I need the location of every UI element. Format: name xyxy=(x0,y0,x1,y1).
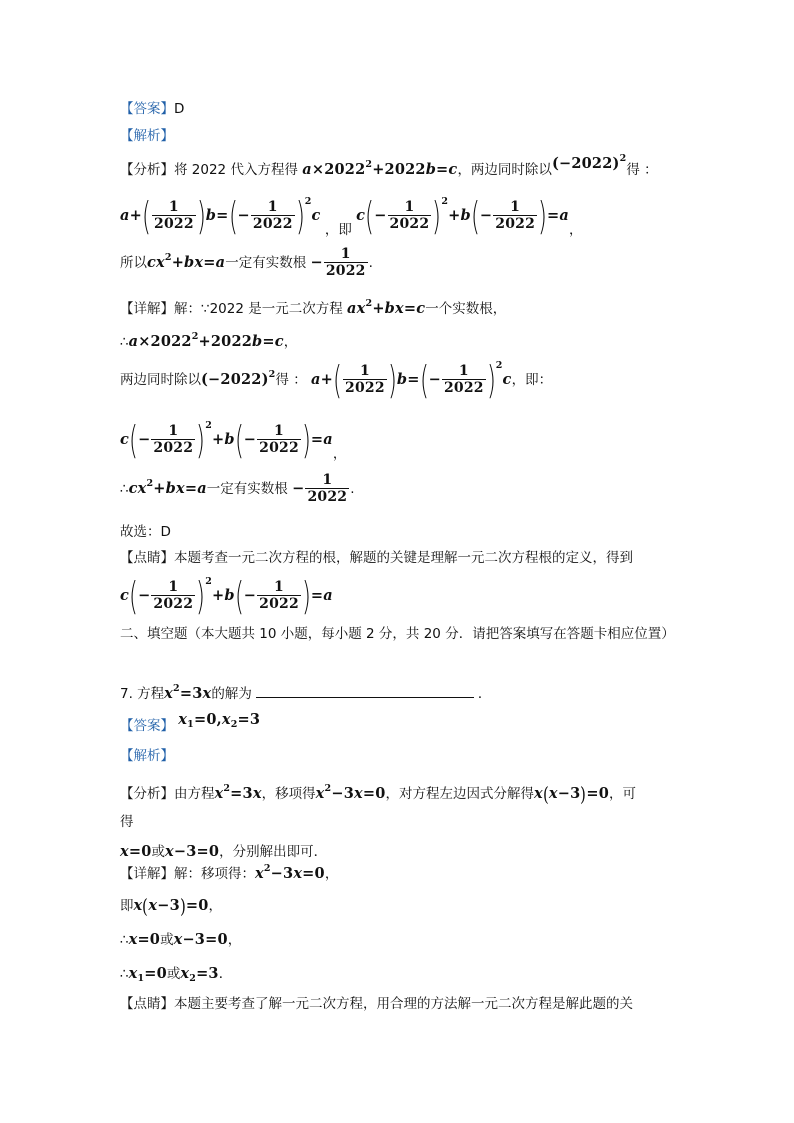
text: 或 xyxy=(160,932,174,948)
text: 或 xyxy=(166,966,181,982)
fenxi-label: 【分析】 xyxy=(120,162,174,178)
text: 本题考查一元二次方程的根，解题的关键是理解一元二次方程根的定义，得到 xyxy=(174,550,633,566)
q7-fenxi-line3 xyxy=(120,840,327,860)
xiangjie-label: 【详解】 xyxy=(120,301,174,317)
therefore-symbol: ∴ xyxy=(120,334,129,350)
xiangjie-label: 【详解】 xyxy=(120,866,174,882)
formula: $(-2022)^2$ xyxy=(551,153,627,172)
dianjing-label: 【点睛】 xyxy=(120,550,174,566)
text: ， xyxy=(324,866,339,882)
text: 7. 方程 xyxy=(120,686,165,702)
text: ． xyxy=(477,686,492,702)
formula: x=0 xyxy=(128,931,161,948)
q6-dianjing-formula xyxy=(120,574,333,618)
text: . xyxy=(368,255,373,271)
formula: $a\times 2022^2+2022b=c$ xyxy=(302,159,458,178)
formula: c(− $\frac{1}{2022}$ )$^2$+b(− $\frac{1}{2022}$ )=a xyxy=(120,574,333,618)
text: ， xyxy=(569,222,583,238)
q7-analysis-label: 【解析】 xyxy=(120,748,174,764)
text: 的解为 xyxy=(211,686,252,702)
formula: x(x−3)=0 xyxy=(533,782,610,806)
text: 本题主要考查了解一元二次方程，用合理的方法解一元二次方程是解此题的关 xyxy=(174,996,633,1012)
answer-label: 【答案】 xyxy=(120,718,174,734)
text: 由方程 xyxy=(174,786,215,802)
answer-blank xyxy=(256,687,474,698)
text: ， xyxy=(332,446,347,462)
q6-fenxi-line3 xyxy=(120,246,373,280)
therefore-symbol: ∴ xyxy=(120,932,129,948)
text: . xyxy=(350,481,355,497)
text: ，可 xyxy=(609,786,637,802)
q7-dianjing-line xyxy=(120,992,633,1012)
fenxi-text: ，两边同时除以 xyxy=(457,162,552,178)
formula: $cx^2+bx=a$ xyxy=(128,478,207,497)
formula: a+( $\frac{1}{2022}$ )b=(− $\frac{1}{2022}$ )$^2$c xyxy=(120,194,321,238)
q7-stem xyxy=(120,682,491,702)
q6-xiangjie-line4 xyxy=(120,418,347,462)
q6-xiangjie-line3 xyxy=(120,358,553,402)
text: ，即： xyxy=(511,372,553,388)
formula: x=0 xyxy=(120,843,152,860)
fenxi-text: 得 ： xyxy=(626,162,658,178)
text: 一个实数根， xyxy=(425,301,507,317)
formula: x−3=0 xyxy=(173,931,228,948)
answer-label: 【答案】 xyxy=(120,101,174,117)
q6-answer-line xyxy=(120,97,184,117)
therefore-symbol: ∴ xyxy=(120,481,129,497)
q6-analysis-label: 【解析】 xyxy=(120,128,174,144)
text: 所以 xyxy=(120,255,147,271)
section-2-heading: 二、填空题（本大题共 10 小题，每小题 2 分，共 20 分．请把答案填写在答题卡相应位置） xyxy=(120,626,675,642)
q6-guxuan: 故选：D xyxy=(120,524,171,540)
formula: $cx^2+bx=a$ xyxy=(147,252,226,271)
text: 两边同时除以 xyxy=(120,372,201,388)
formula: x−3=0 xyxy=(165,843,220,860)
formula: − $\frac{1}{2022}$ xyxy=(310,246,366,279)
formula: $ax^2+bx=c$ xyxy=(347,298,426,317)
therefore-symbol: ∴ xyxy=(120,966,129,982)
formula: a+( $\frac{1}{2022}$ )b=(− $\frac{1}{2022}$ )$^2$c xyxy=(311,358,512,402)
q7-answer-line xyxy=(120,711,261,736)
q6-xiangjie-line5 xyxy=(120,472,355,506)
formula: $x_2=3$ xyxy=(180,965,219,984)
text: 得 ： xyxy=(275,372,307,388)
q6-dianjing-line xyxy=(120,546,633,566)
formula: $x_1=0,x_2=3$ xyxy=(178,711,261,730)
q7-xiangjie-line2 xyxy=(120,894,222,916)
formula: $x_1=0$ xyxy=(128,965,167,984)
text: ． xyxy=(218,966,233,982)
formula: x(x−3)=0 xyxy=(133,894,209,918)
q7-fenxi-line1 xyxy=(120,782,636,804)
formula: $x^2-3x=0$ xyxy=(315,783,386,802)
fenxi-label: 【分析】 xyxy=(120,786,174,802)
q7-fenxi-line2: 得 xyxy=(120,814,134,830)
text: 或 xyxy=(151,844,165,860)
text: 解：∵2022 是一元二次方程 xyxy=(174,301,343,317)
text: ， xyxy=(208,898,223,914)
formula: $a\times 2022^2+2022b=c$ xyxy=(128,331,284,350)
text: 一定有实数根 xyxy=(225,255,307,271)
formula: $(-2022)^2$ xyxy=(201,369,276,388)
formula: − $\frac{1}{2022}$ xyxy=(292,472,348,505)
text: ，移项得 xyxy=(261,786,316,802)
formula: $x^2=3x$ xyxy=(164,683,212,702)
text: ， xyxy=(283,334,298,350)
text: ，即 xyxy=(324,222,352,238)
q6-xiangjie-line1 xyxy=(120,297,506,317)
text: ，对方程左边因式分解得 xyxy=(385,786,534,802)
text: 即 xyxy=(120,898,134,914)
formula: $x^2=3x$ xyxy=(214,783,262,802)
formula: c(− $\frac{1}{2022}$ )$^2$+b(− $\frac{1}{2022}$ )=a xyxy=(356,194,570,238)
formula: $x^2-3x=0$ xyxy=(255,863,325,882)
text: 一定有实数根 xyxy=(206,481,288,497)
dianjing-label: 【点睛】 xyxy=(120,996,174,1012)
formula: c(− $\frac{1}{2022}$ )$^2$+b(− $\frac{1}{2022}$ )=a xyxy=(120,418,333,462)
q6-xiangjie-line2 xyxy=(120,330,297,350)
text: ，分别解出即可． xyxy=(219,844,328,860)
answer-value: D xyxy=(174,101,185,117)
q7-xiangjie-line4 xyxy=(120,962,232,984)
q6-fenxi-line1 xyxy=(120,153,658,178)
text: 解：移项得： xyxy=(174,866,255,882)
text: ， xyxy=(227,932,242,948)
q6-fenxi-line2 xyxy=(120,194,583,238)
q7-xiangjie-line3 xyxy=(120,928,241,948)
fenxi-text: 将 2022 代入方程得 xyxy=(174,162,298,178)
q7-xiangjie-line1 xyxy=(120,862,338,882)
